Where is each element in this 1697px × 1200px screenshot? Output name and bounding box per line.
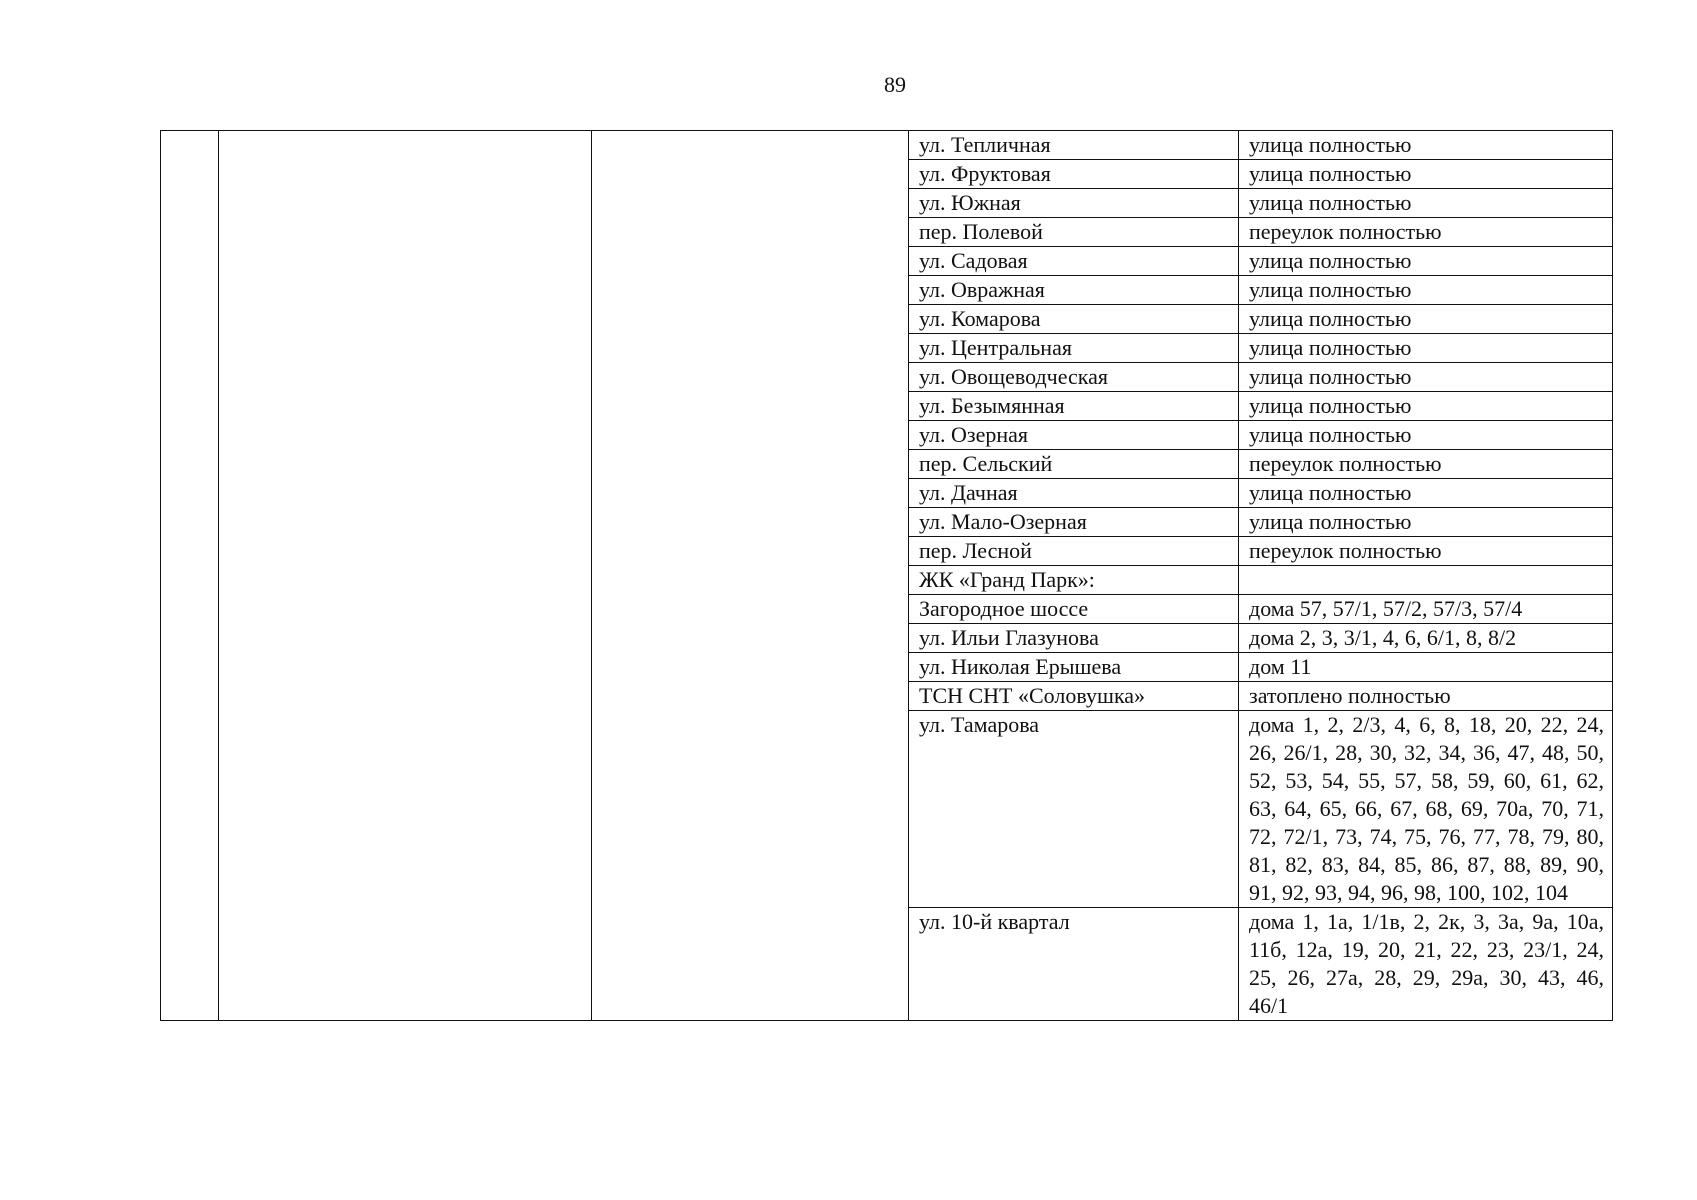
table-row	[161, 131, 1613, 160]
street-cell: ул. Николая Ерышева	[909, 653, 1239, 682]
coverage-cell: улица полностью	[1239, 131, 1613, 160]
street-cell: ул. Тепличная	[909, 131, 1239, 160]
street-cell: ул. Дачная	[909, 479, 1239, 508]
street-cell: ул. Мало-Озерная	[909, 508, 1239, 537]
street-cell: пер. Лесной	[909, 537, 1239, 566]
street-cell: ул. Комарова	[909, 305, 1239, 334]
coverage-cell: улица полностью	[1239, 334, 1613, 363]
street-cell: Загородное шоссе	[909, 595, 1239, 624]
street-cell: ул. Фруктовая	[909, 160, 1239, 189]
coverage-cell: дома 2, 3, 3/1, 4, 6, 6/1, 8, 8/2	[1239, 624, 1613, 653]
street-cell: ул. Озерная	[909, 421, 1239, 450]
coverage-cell: дома 1, 1а, 1/1в, 2, 2к, 3, 3а, 9а, 10а, 11б, 12а, 19, 20, 21, 22, 23, 23/1, 24, 25, 26, 27а, 28, 29, 29а, 30, 43, 46, 46/1	[1239, 908, 1613, 1021]
street-cell: ТСН СНТ «Соловушка»	[909, 682, 1239, 711]
area-column-cell	[592, 131, 909, 1021]
coverage-cell: затоплено полностью	[1239, 682, 1613, 711]
coverage-cell: дом 11	[1239, 653, 1613, 682]
coverage-cell: улица полностью	[1239, 421, 1613, 450]
page-number: 89	[884, 72, 906, 97]
street-cell: ул. Безымянная	[909, 392, 1239, 421]
street-cell: ул. Тамарова	[909, 711, 1239, 908]
street-cell: пер. Полевой	[909, 218, 1239, 247]
coverage-cell: улица полностью	[1239, 479, 1613, 508]
street-cell: ул. Садовая	[909, 247, 1239, 276]
coverage-cell: дома 57, 57/1, 57/2, 57/3, 57/4	[1239, 595, 1613, 624]
coverage-cell: улица полностью	[1239, 305, 1613, 334]
coverage-cell: улица полностью	[1239, 247, 1613, 276]
streets-table	[160, 130, 1613, 1021]
coverage-cell: дома 1, 2, 2/3, 4, 6, 8, 18, 20, 22, 24, 26, 26/1, 28, 30, 32, 34, 36, 47, 48, 50, 52, 53, 54, 55, 57, 58, 59, 60, 61, 62, 63, 64, 65, 66, 67, 68, 69, 70а, 70, 71, 72, 72/1, 73, 74, 75, 76, 77, 78, 79, 80, 81, 82, 83, 84, 85, 86, 87, 88, 89, 90, 91, 92, 93, 94, 96, 98, 100, 102, 104	[1239, 711, 1613, 908]
coverage-cell: переулок полностью	[1239, 450, 1613, 479]
district-column-cell	[219, 131, 592, 1021]
coverage-cell: переулок полностью	[1239, 218, 1613, 247]
street-cell: ул. Овощеводческая	[909, 363, 1239, 392]
coverage-cell: улица полностью	[1239, 392, 1613, 421]
coverage-cell: переулок полностью	[1239, 537, 1613, 566]
coverage-cell: улица полностью	[1239, 276, 1613, 305]
coverage-cell: улица полностью	[1239, 508, 1613, 537]
street-cell: ул. Центральная	[909, 334, 1239, 363]
coverage-cell	[1239, 566, 1613, 595]
street-cell: ул. Ильи Глазунова	[909, 624, 1239, 653]
number-column-cell	[161, 131, 219, 1021]
street-cell: ЖК «Гранд Парк»:	[909, 566, 1239, 595]
coverage-cell: улица полностью	[1239, 363, 1613, 392]
coverage-cell: улица полностью	[1239, 160, 1613, 189]
street-cell: ул. Южная	[909, 189, 1239, 218]
street-cell: ул. Овражная	[909, 276, 1239, 305]
street-cell: ул. 10-й квартал	[909, 908, 1239, 1021]
coverage-cell: улица полностью	[1239, 189, 1613, 218]
street-cell: пер. Сельский	[909, 450, 1239, 479]
